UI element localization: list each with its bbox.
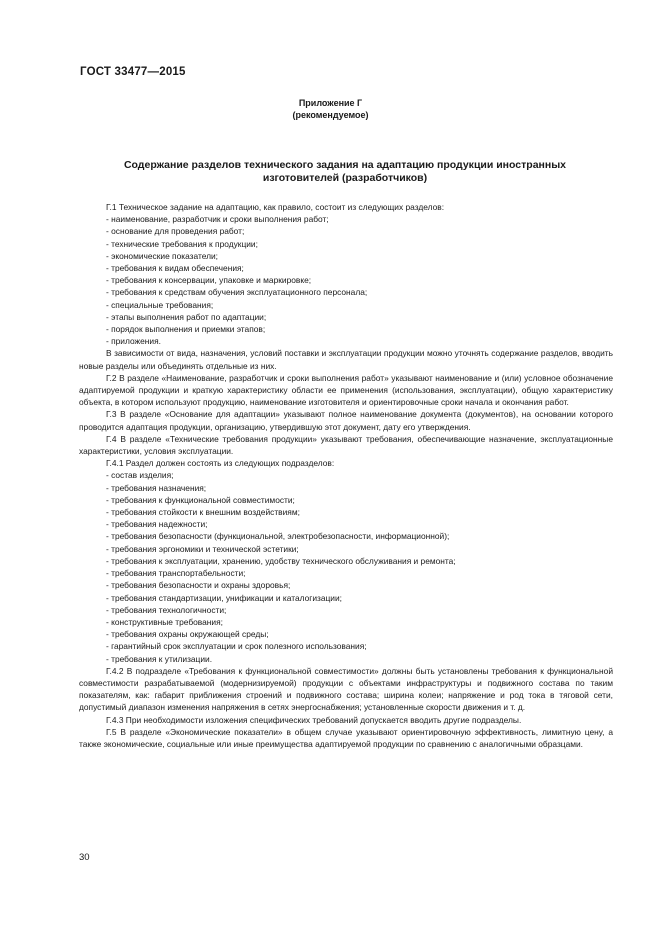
list-item: - требования технологичности;	[106, 604, 227, 615]
list-item: - специальные требования;	[106, 299, 214, 310]
list-item: - этапы выполнения работ по адаптации;	[106, 311, 267, 322]
list-item: - приложения.	[106, 336, 161, 347]
clause-g1-intro: Г.1 Техническое задание на адаптацию, как правило, состоит из следующих разделов:	[106, 202, 445, 212]
list-item: - требования транспортабельности;	[106, 568, 246, 579]
annex-status: (рекомендуемое)	[292, 110, 369, 120]
list-item: - конструктивные требования;	[106, 616, 223, 627]
page-number: 30	[79, 852, 90, 863]
clause-g2: Г.2 В разделе «Наименование, разработчик и сроки выполнения работ» указывают наименование и (или) условное обозначение адаптируемой продукции и краткую характеристику области ее применения (использования, эксплуатации), общую характеристику объекта, в котором используют продукцию, наименование изготовителя и ориентировочные сроки начала и окончания работ.	[79, 372, 613, 408]
clause-g43: Г.4.3 При необходимости изложения специфических требований допускается вводить другие подразделы.	[106, 714, 522, 725]
list-item: - требования безопасности (функциональной, электробезопасности, информационной);	[106, 531, 450, 542]
annex-heading: Содержание разделов технического задания на адаптацию продукции иностранных изготовителей (разработчиков)	[123, 159, 567, 184]
list-item: - порядок выполнения и приемки этапов;	[106, 324, 266, 335]
document-body	[79, 201, 613, 750]
clause-g4: Г.4 В разделе «Технические требования продукции» указывают требования, обеспечивающие назначение, эксплуатационные характеристики, условия эксплуатации.	[79, 433, 613, 457]
clause-g42: Г.4.2 В подразделе «Требования к функциональной совместимости» должны быть установлены требования к функциональной совместимости разрабатываемой (модернизируемой) продукции с объектами инфраструктуры и подвижного состава по таким показателям, как: габарит приближения строений и подвижного состава; ширина колеи; напряжение и род тока в тяговой сети, допустимый диапазон изменения напряжения в сетях энергоснабжения; установленные скорости движения и т. д.	[79, 665, 613, 713]
annex-title: Приложение Г	[298, 98, 363, 108]
standard-designation: ГОСТ 33477—2015	[80, 66, 186, 78]
list-item: - требования к эксплуатации, хранению, удобству технического обслуживания и ремонта;	[106, 555, 456, 566]
list-item: - требования к утилизации.	[106, 653, 213, 664]
clause-g1-note: В зависимости от вида, назначения, условий поставки и эксплуатации продукции можно уточнять содержание разделов, вводить новые разделы или объединять отдельные из них.	[79, 348, 613, 371]
list-item: - требования надежности;	[106, 519, 208, 530]
list-item: - наименование, разработчик и сроки выполнения работ;	[106, 214, 329, 225]
list-item: - основание для проведения работ;	[106, 226, 245, 237]
list-item: - требования к функциональной совместимости;	[106, 494, 295, 505]
list-item: - требования эргономики и технической эстетики;	[106, 543, 299, 554]
list-item: - технические требования к продукции;	[106, 238, 258, 249]
list-item: - состав изделия;	[106, 470, 174, 481]
list-item: - требования стандартизации, унификации и каталогизации;	[106, 592, 342, 603]
list-item: - экономические показатели;	[106, 250, 218, 261]
list-item: - требования стойкости к внешним воздействиям;	[106, 507, 300, 518]
list-item: - требования охраны окружающей среды;	[106, 629, 269, 640]
list-item: - требования к видам обеспечения;	[106, 263, 244, 274]
list-item: - гарантийный срок эксплуатации и срок полезного использования;	[106, 641, 367, 652]
clause-g5: Г.5 В разделе «Экономические показатели» в общем случае указывают ориентировочную эффективность, лимитную цену, а также экономические, социальные или иные преимущества адаптируемой продукции по сравнению с аналогичными образцами.	[79, 726, 613, 749]
list-item: - требования безопасности и охраны здоровья;	[106, 580, 291, 591]
list-item: - требования к консервации, упаковке и маркировке;	[106, 275, 312, 286]
clause-g3: Г.3 В разделе «Основание для адаптации» указывают полное наименование документа (документов), на основании которого проводится адаптация продукции, организацию, утвердившую этот документ, дату его утверждения.	[79, 409, 613, 432]
list-item: - требования назначения;	[106, 482, 207, 493]
clause-g41-intro: Г.4.1 Раздел должен состоять из следующих подразделов:	[106, 458, 335, 469]
list-item: - требования к средствам обучения эксплуатационного персонала;	[106, 287, 368, 298]
